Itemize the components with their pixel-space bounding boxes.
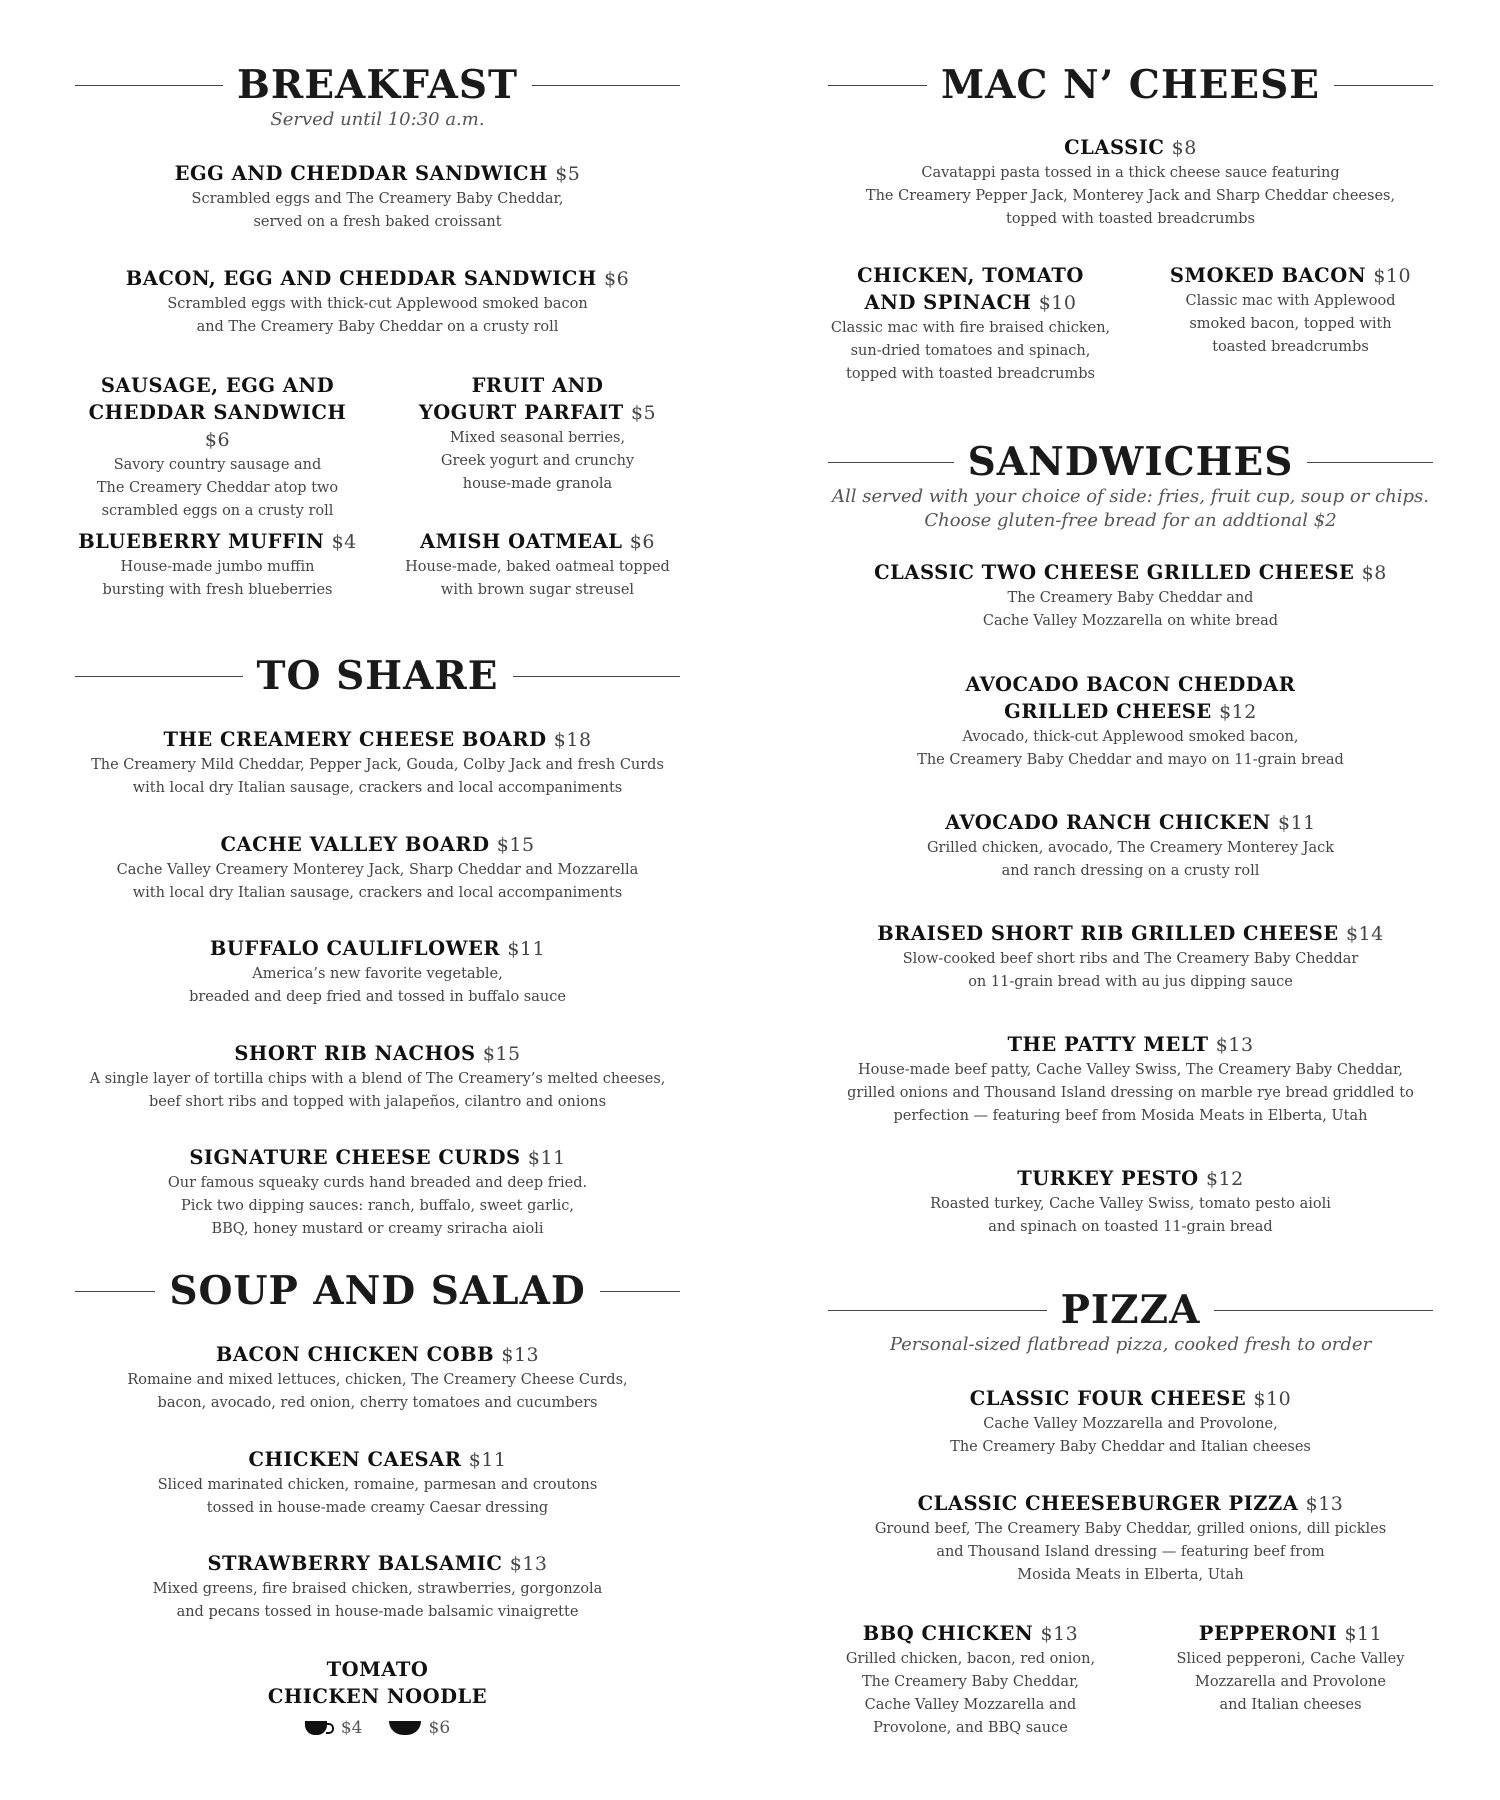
item-name: AVOCADO RANCH CHICKEN $11: [945, 811, 1316, 834]
item-name: FRUIT AND YOGURT PARFAIT $5: [418, 374, 657, 424]
item-price: $10: [1253, 1388, 1292, 1410]
menu-item: [75, 265, 680, 339]
item-price: $13: [1040, 1623, 1079, 1645]
item-price: $10: [1038, 292, 1077, 314]
breakfast-header: [75, 62, 680, 108]
item-name: PEPPERONI $11: [1198, 1622, 1383, 1645]
item-name: CHICKEN, TOMATO AND SPINACH $10: [857, 264, 1084, 314]
bowl-icon: [389, 1721, 421, 1735]
mac-section: [828, 62, 1433, 108]
item-name: EGG AND CHEDDAR SANDWICH $5: [174, 162, 581, 185]
item-desc: Our famous squeaky curds hand breaded and deep fried. Pick two dipping sauces: ranch, buffalo, sweet garlic, BBQ, honey mustard or creamy sriracha aioli: [167, 1175, 588, 1237]
item-desc: Sliced pepperoni, Cache Valley Mozzarella and Provolone and Italian cheeses: [1176, 1651, 1405, 1713]
item-price: $5: [555, 163, 581, 185]
section-subtitle: All served with your choice of side: fries, fruit cup, soup or chips. Choose gluten-free bread for an addtional $2: [832, 486, 1429, 531]
header-rule: [75, 85, 223, 86]
item-price: $8: [1171, 137, 1197, 159]
item-name: BACON, EGG AND CHEDDAR SANDWICH $6: [125, 267, 630, 290]
menu-item: [828, 1165, 1433, 1239]
item-price: $13: [1305, 1493, 1344, 1515]
menu-item: [75, 1550, 680, 1624]
item-name: BACON CHICKEN COBB $13: [215, 1343, 540, 1366]
menu-item: [828, 1490, 1433, 1587]
item-price: $11: [1344, 1623, 1383, 1645]
item-desc: Cavatappi pasta tossed in a thick cheese sauce featuring The Creamery Pepper Jack, Monterey Jack and Sharp Cheddar cheeses, topped with toasted breadcrumbs: [865, 165, 1396, 227]
section-title: PIZZA: [1060, 1287, 1201, 1333]
item-name: CLASSIC FOUR CHEESE $10: [969, 1387, 1292, 1410]
item-desc: Mixed greens, fire braised chicken, strawberries, gorgonzola and pecans tossed in house-made balsamic vinaigrette: [152, 1581, 603, 1620]
menu-item: [828, 1385, 1433, 1459]
item-price: $12: [1219, 701, 1257, 723]
item-name: CHICKEN CAESAR $11: [248, 1448, 507, 1471]
menu-item: [75, 1040, 680, 1114]
menu-item: [75, 372, 360, 523]
item-desc: Grilled chicken, avocado, The Creamery Monterey Jack and ranch dressing on a crusty roll: [926, 840, 1335, 879]
menu-item: [828, 262, 1113, 386]
item-desc: Cache Valley Mozzarella and Provolone, The Creamery Baby Cheddar and Italian cheeses: [950, 1416, 1311, 1455]
item-price: $6: [604, 268, 630, 290]
menu-item: [828, 920, 1433, 994]
menu-item: [395, 528, 680, 602]
soup-prices: [75, 1718, 680, 1738]
item-desc: Roasted turkey, Cache Valley Swiss, tomato pesto aioli and spinach on toasted 11-grain bread: [930, 1196, 1331, 1235]
mac-header: [828, 62, 1433, 108]
item-price: $11: [468, 1449, 507, 1471]
item-name: BUFFALO CAULIFLOWER $11: [209, 937, 546, 960]
item-desc: A single layer of tortilla chips with a blend of The Creamery’s melted cheeses, beef short ribs and topped with jalapeños, cilantro and onions: [89, 1071, 666, 1110]
header-rule: [828, 1310, 1047, 1311]
cup-price: $4: [340, 1718, 363, 1738]
menu-item: [828, 671, 1433, 772]
menu-item: [75, 160, 680, 234]
item-price: $6: [204, 429, 231, 451]
item-price: $11: [1277, 812, 1316, 834]
item-price: $13: [509, 1553, 548, 1575]
section-title: TO SHARE: [256, 653, 499, 699]
item-name: SMOKED BACON $10: [1169, 264, 1412, 287]
item-desc: Cache Valley Creamery Monterey Jack, Sharp Cheddar and Mozzarella with local dry Italian sausage, crackers and local accompaniments: [116, 862, 639, 901]
item-desc: Mixed seasonal berries, Greek yogurt and crunchy house-made granola: [440, 430, 635, 492]
item-price: $4: [331, 531, 357, 553]
item-desc: Classic mac with fire braised chicken, sun-dried tomatoes and spinach, topped with toasted breadcrumbs: [830, 320, 1111, 382]
item-price: $13: [501, 1344, 540, 1366]
header-rule: [600, 1291, 680, 1292]
header-rule: [1214, 1310, 1433, 1311]
item-name: AMISH OATMEAL $6: [420, 530, 655, 553]
section-subtitle: Served until 10:30 a.m.: [270, 109, 485, 130]
item-price: $15: [496, 834, 535, 856]
section-title: SOUP AND SALAD: [169, 1268, 586, 1314]
item-name: BRAISED SHORT RIB GRILLED CHEESE $14: [877, 922, 1384, 945]
item-price: $8: [1361, 562, 1387, 584]
item-name: CLASSIC CHEESEBURGER PIZZA $13: [917, 1492, 1344, 1515]
menu-item: [828, 809, 1433, 883]
item-name: THE CREAMERY CHEESE BOARD $18: [163, 728, 592, 751]
item-name: BBQ CHICKEN $13: [862, 1622, 1079, 1645]
item-desc: Scrambled eggs and The Creamery Baby Cheddar, served on a fresh baked croissant: [191, 191, 564, 230]
item-name: CLASSIC TWO CHEESE GRILLED CHEESE $8: [874, 561, 1387, 584]
item-desc: House-made, baked oatmeal topped with brown sugar streusel: [405, 559, 670, 598]
header-rule: [828, 462, 954, 463]
menu-item: [75, 1144, 680, 1241]
header-rule: [75, 676, 243, 677]
breakfast-section: [75, 62, 680, 132]
item-desc: Classic mac with Applewood smoked bacon, topped with toasted breadcrumbs: [1185, 293, 1396, 355]
menu-item: [395, 372, 680, 496]
header-rule: [1334, 85, 1433, 86]
section-title: BREAKFAST: [236, 62, 519, 108]
soup-salad-section: [75, 1268, 680, 1314]
item-desc: House-made jumbo muffin bursting with fresh blueberries: [102, 559, 333, 598]
item-price: $10: [1373, 265, 1412, 287]
menu-item: [75, 935, 680, 1009]
section-title: SANDWICHES: [967, 439, 1294, 485]
menu-item: [813, 1031, 1448, 1128]
item-desc: Slow-cooked beef short ribs and The Creamery Baby Cheddar on 11-grain bread with au jus dipping sauce: [902, 951, 1359, 990]
soup-item: [75, 1656, 680, 1738]
menu-item: [1148, 262, 1433, 359]
item-price: $11: [507, 938, 546, 960]
item-price: $13: [1215, 1034, 1254, 1056]
item-name: SAUSAGE, EGG AND CHEDDAR SANDWICH $6: [88, 374, 347, 451]
item-price: $15: [482, 1043, 521, 1065]
item-desc: Avocado, thick-cut Applewood smoked bacon, The Creamery Baby Cheddar and mayo on 11-grain bread: [917, 729, 1344, 768]
item-desc: Ground beef, The Creamery Baby Cheddar, grilled onions, dill pickles and Thousand Island dressing — featuring beef from Mosida Meats in Elberta, Utah: [874, 1521, 1387, 1583]
item-desc: Romaine and mixed lettuces, chicken, The Creamery Cheese Curds, bacon, avocado, red onion, cherry tomatoes and cucumbers: [127, 1372, 628, 1411]
section-title: MAC N’ CHEESE: [940, 62, 1321, 108]
menu-item: [1148, 1620, 1433, 1717]
menu-item: [75, 528, 360, 602]
pizza-section: [828, 1287, 1433, 1357]
item-desc: Savory country sausage and The Creamery Cheddar atop two scrambled eggs on a crusty roll: [96, 457, 339, 519]
item-price: $12: [1205, 1168, 1244, 1190]
menu-item: [75, 726, 680, 800]
sandwiches-section: [828, 439, 1433, 533]
section-subtitle: Personal-sized flatbread pizza, cooked fresh to order: [889, 1334, 1372, 1355]
item-name: CLASSIC $8: [1064, 136, 1197, 159]
header-rule: [828, 85, 927, 86]
to-share-section: [75, 653, 680, 699]
item-desc: Grilled chicken, bacon, red onion, The Creamery Baby Cheddar, Cache Valley Mozzarella and Provolone, and BBQ sauce: [845, 1651, 1096, 1736]
to-share-header: [75, 653, 680, 699]
soup-salad-header: [75, 1268, 680, 1314]
item-desc: House-made beef patty, Cache Valley Swiss, The Creamery Baby Cheddar, grilled onions and Thousand Island dressing on marble rye bread griddled to perfection — featuring beef from Mosida Meats in Elberta, Utah: [847, 1062, 1414, 1124]
item-price: $18: [553, 729, 592, 751]
menu-item: [828, 134, 1433, 231]
item-desc: America’s new favorite vegetable, breaded and deep fried and tossed in buffalo sauce: [189, 966, 566, 1005]
menu-item: [828, 559, 1433, 633]
item-desc: Scrambled eggs with thick-cut Applewood smoked bacon and The Creamery Baby Cheddar on a crusty roll: [167, 296, 588, 335]
item-price: $14: [1345, 923, 1384, 945]
menu-item: [75, 831, 680, 905]
item-name: SHORT RIB NACHOS $15: [234, 1042, 521, 1065]
item-name: STRAWBERRY BALSAMIC $13: [207, 1552, 548, 1575]
header-rule: [75, 1291, 155, 1292]
item-name: THE PATTY MELT $13: [1007, 1033, 1254, 1056]
menu-item: [75, 1341, 680, 1415]
item-name: SIGNATURE CHEESE CURDS $11: [189, 1146, 566, 1169]
item-name: TURKEY PESTO $12: [1017, 1167, 1244, 1190]
sandwiches-header: [828, 439, 1433, 485]
item-price: $5: [630, 402, 657, 424]
item-name: TOMATO CHICKEN NOODLE: [267, 1658, 488, 1708]
header-rule: [513, 676, 681, 677]
menu-item: [828, 1620, 1113, 1740]
pizza-header: [828, 1287, 1433, 1333]
item-price: $11: [527, 1147, 566, 1169]
header-rule: [1307, 462, 1433, 463]
item-desc: The Creamery Mild Cheddar, Pepper Jack, Gouda, Colby Jack and fresh Curds with local dry Italian sausage, crackers and local accompaniments: [91, 757, 664, 796]
cup-icon: [305, 1721, 327, 1735]
item-desc: The Creamery Baby Cheddar and Cache Valley Mozzarella on white bread: [982, 590, 1279, 629]
item-price: $6: [629, 531, 655, 553]
header-rule: [532, 85, 680, 86]
item-name: CACHE VALLEY BOARD $15: [220, 833, 535, 856]
item-name: AVOCADO BACON CHEDDAR GRILLED CHEESE $12: [965, 673, 1296, 723]
item-name: BLUEBERRY MUFFIN $4: [78, 530, 357, 553]
menu-item: [75, 1446, 680, 1520]
bowl-price: $6: [428, 1718, 451, 1738]
item-desc: Sliced marinated chicken, romaine, parmesan and croutons tossed in house-made creamy Caesar dressing: [157, 1477, 598, 1516]
